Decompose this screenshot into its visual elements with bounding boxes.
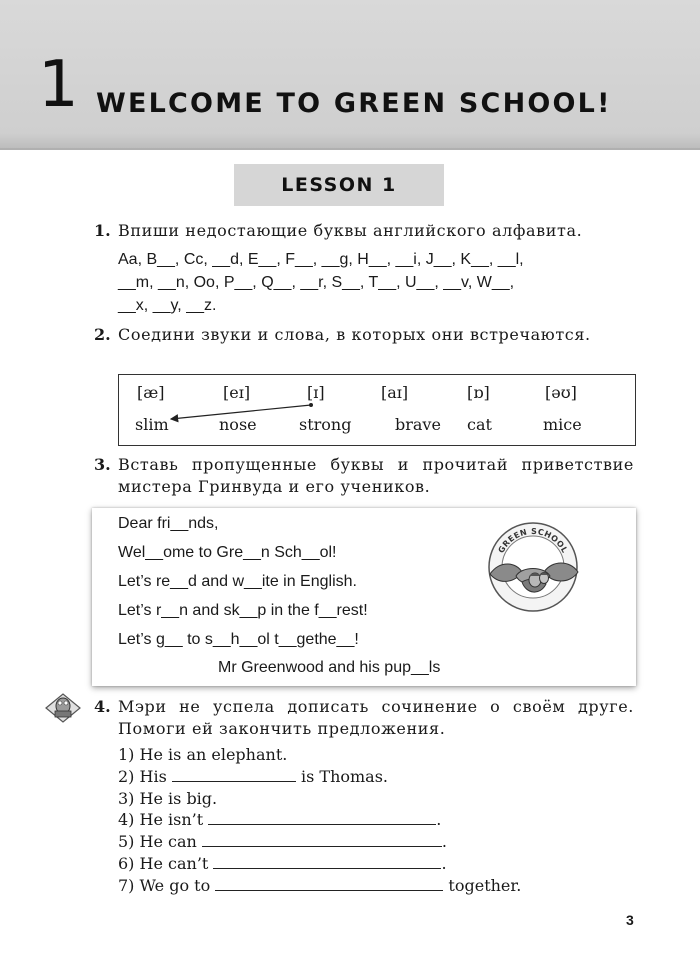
task4-number: 4. — [94, 697, 111, 716]
task1-number: 1. — [94, 221, 111, 240]
letter-line-3: Let’s re__d and w__ite in English. — [118, 573, 357, 590]
green-school-emblem-icon — [486, 520, 580, 614]
alphabet-line-2: __m, __n, Oo, P__, Q__, __r, S__, T__, U__, __v, W__, — [118, 274, 515, 291]
sound-6[interactable]: [əʊ] — [545, 383, 577, 402]
answer-blank[interactable] — [208, 810, 436, 825]
letter-line-1: Dear fri__nds, — [118, 515, 219, 532]
sentence-6 — [118, 853, 447, 874]
letter-line-2: Wel__ome to Gre__n Sch__ol! — [118, 544, 337, 561]
page-number: 3 — [626, 912, 634, 928]
sentence-number: 1) — [118, 745, 135, 764]
sentence-4 — [118, 809, 441, 830]
task3-instruction: Вставь пропущенные буквы и прочитай приветствие мистера Гринвуда и его учеников. — [118, 455, 634, 496]
sound-1[interactable]: [æ] — [137, 383, 165, 402]
word-6[interactable]: mice — [543, 415, 582, 434]
sentence-ending: is Thomas. — [300, 767, 389, 786]
word-4[interactable]: brave — [395, 415, 441, 434]
sentence-7 — [118, 875, 521, 896]
task2-instruction: Соедини звуки и слова, в которых они встречаются. — [118, 325, 591, 344]
sentence-number: 5) — [118, 832, 135, 851]
sounds-words-box — [118, 374, 636, 446]
sentence-3 — [118, 788, 217, 809]
owl-book-icon — [42, 686, 84, 726]
alphabet-line-1: Aa, B__, Cc, __d, E__, F__, __g, H__, __i, J__, K__, __l, — [118, 251, 524, 268]
task4-instruction: Мэри не успела дописать сочинение о своём друге. Помоги ей закончить предложения. — [118, 697, 634, 738]
sound-4[interactable]: [aɪ] — [381, 383, 409, 402]
unit-header — [0, 0, 700, 150]
sound-5[interactable]: [ɒ] — [467, 383, 490, 402]
sentence-number: 6) — [118, 854, 135, 873]
sound-2[interactable]: [eɪ] — [223, 383, 251, 402]
sentence-number: 3) — [118, 789, 135, 808]
word-1[interactable]: slim — [135, 415, 169, 434]
sentence-ending: . — [441, 832, 448, 851]
answer-blank[interactable] — [172, 767, 296, 782]
sentence-text: He is an elephant. — [139, 745, 288, 764]
task1-instruction: Впиши недостающие буквы английского алфавита. — [118, 221, 583, 240]
task2-number: 2. — [94, 325, 111, 344]
sentence-text: We go to — [139, 876, 211, 895]
unit-title: WELCOME TO GREEN SCHOOL! — [96, 88, 612, 119]
sentence-text: He can — [139, 832, 197, 851]
sound-3[interactable]: [ɪ] — [307, 383, 325, 402]
answer-blank[interactable] — [215, 876, 443, 891]
sentence-ending: together. — [448, 876, 522, 895]
alphabet-line-3: __x, __y, __z. — [118, 297, 217, 314]
letter-line-5: Let’s g__ to s__h__ol t__gethe__! — [118, 631, 359, 648]
letter-signature: Mr Greenwood and his pup__ls — [218, 659, 441, 676]
answer-blank[interactable] — [202, 832, 442, 847]
word-5[interactable]: cat — [467, 415, 492, 434]
sentence-1 — [118, 744, 287, 765]
sentence-text: His — [139, 767, 167, 786]
example-connector-arrow — [119, 375, 635, 445]
sentence-text: He isn’t — [139, 810, 204, 829]
unit-number: 1 — [38, 48, 79, 122]
sentence-number: 4) — [118, 810, 135, 829]
sentence-ending: . — [441, 854, 447, 873]
svg-text:GREEN SCHOOL: GREEN SCHOOL — [496, 526, 570, 555]
sentence-2 — [118, 766, 388, 787]
sentence-number: 2) — [118, 767, 135, 786]
sentence-5 — [118, 831, 447, 852]
answer-blank[interactable] — [213, 854, 441, 869]
sentence-text: He is big. — [139, 789, 218, 808]
sentence-ending: . — [436, 810, 442, 829]
task3-number: 3. — [94, 455, 111, 474]
word-3[interactable]: strong — [299, 415, 352, 434]
word-2[interactable]: nose — [219, 415, 257, 434]
sentence-number: 7) — [118, 876, 135, 895]
sentence-text: He can’t — [139, 854, 209, 873]
lesson-title: LESSON 1 — [234, 164, 444, 206]
letter-line-4: Let’s r__n and sk__p in the f__rest! — [118, 602, 368, 619]
